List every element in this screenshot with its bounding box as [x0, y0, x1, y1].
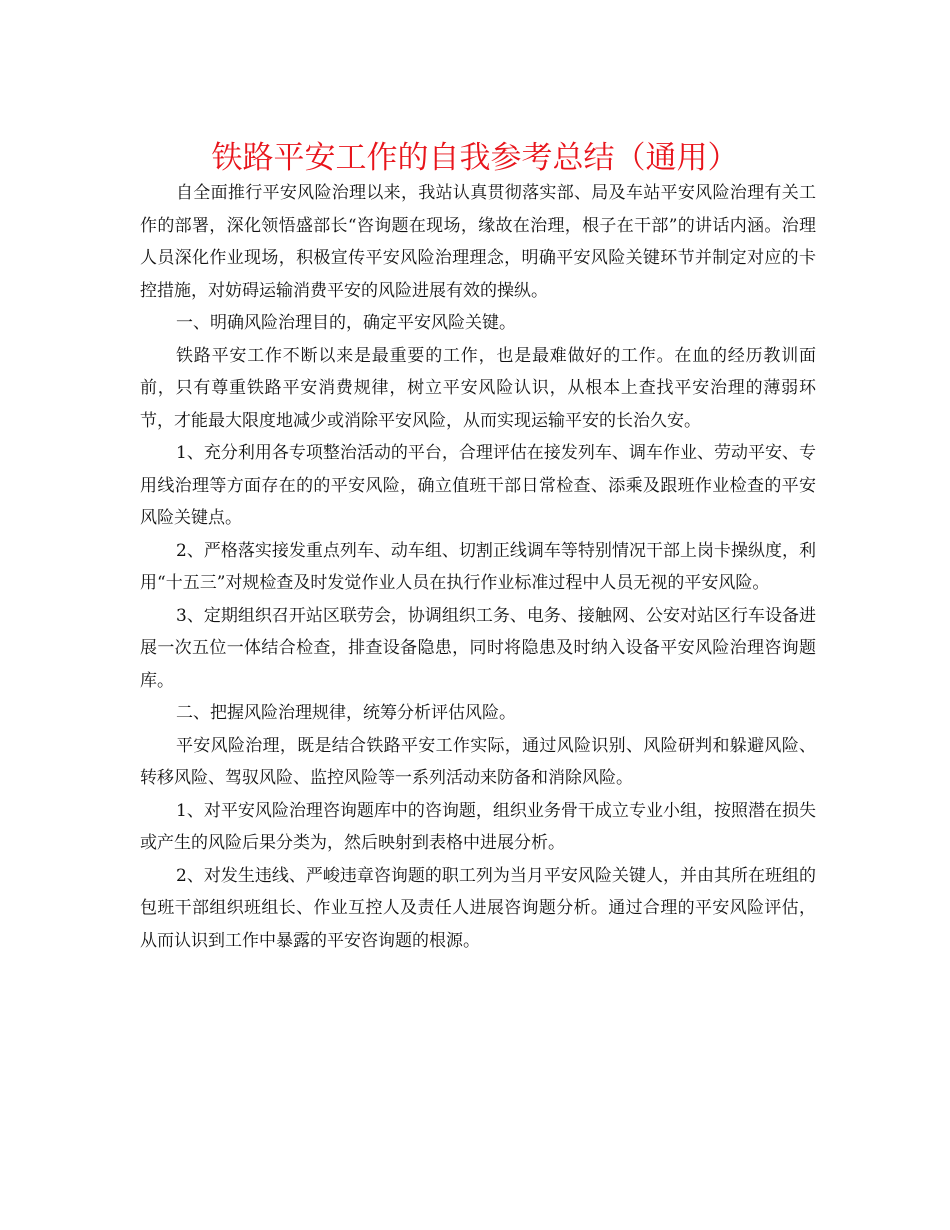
document-body [140, 177, 816, 957]
document-title: 铁路平安工作的自我参考总结（通用） [211, 140, 739, 176]
list-item: 2、严格落实接发重点列车、动车组、切割正线调车等特别情况干部上岗卡操纵度，利用“十五三”对规检查及时发觉作业人员在执行作业标准过程中人员无视的平安风险。 [140, 540, 816, 593]
paragraph: 铁路平安工作不断以来是最重要的工作，也是最难做好的工作。在血的经历教训面前，只有尊重铁路平安消费规律，树立平安风险认识，从根本上查找平安治理的薄弱环节，才能最大限度地减少或消除平安风险，从而实现运输平安的长治久安。 [140, 345, 816, 431]
list-item: 1、对平安风险治理咨询题库中的咨询题，组织业务骨干成立专业小组，按照潜在损失或产生的风险后果分类为，然后映射到表格中进展分析。 [140, 800, 816, 853]
list-item: 2、对发生违线、严峻违章咨询题的职工列为当月平安风险关键人，并由其所在班组的包班干部组织班组长、作业互控人及责任人进展咨询题分析。通过合理的平安风险评估，从而认识到工作中暴露的平安咨询题的根源。 [140, 865, 816, 951]
section-heading-2: 二、把握风险治理规律，统筹分析评估风险。 [176, 703, 516, 723]
paragraph-intro: 自全面推行平安风险治理以来，我站认真贯彻落实部、局及车站平安风险治理有关工作的部署，深化领悟盛部长“咨询题在现场，缘故在治理，根子在干部”的讲话内涵。治理人员深化作业现场，积极宣传平安风险治理理念，明确平安风险关键环节并制定对应的卡控措施，对妨碍运输消费平安的风险进展有效的操纵。 [140, 183, 816, 301]
list-item: 1、充分利用各专项整治活动的平台，合理评估在接发列车、调车作业、劳动平安、专用线治理等方面存在的的平安风险，确立值班干部日常检查、添乘及跟班作业检查的平安风险关键点。 [140, 443, 816, 528]
list-item: 3、定期组织召开站区联劳会，协调组织工务、电务、接触网、公安对站区行车设备进展一次五位一体结合检查，排查设备隐患，同时将隐患及时纳入设备平安风险治理咨询题库。 [140, 605, 816, 691]
section-heading-1: 一、明确风险治理目的，确定平安风险关键。 [176, 313, 516, 333]
paragraph: 平安风险治理，既是结合铁路平安工作实际，通过风险识别、风险研判和躲避风险、转移风险、驾驭风险、监控风险等一系列活动来防备和消除风险。 [140, 735, 816, 788]
